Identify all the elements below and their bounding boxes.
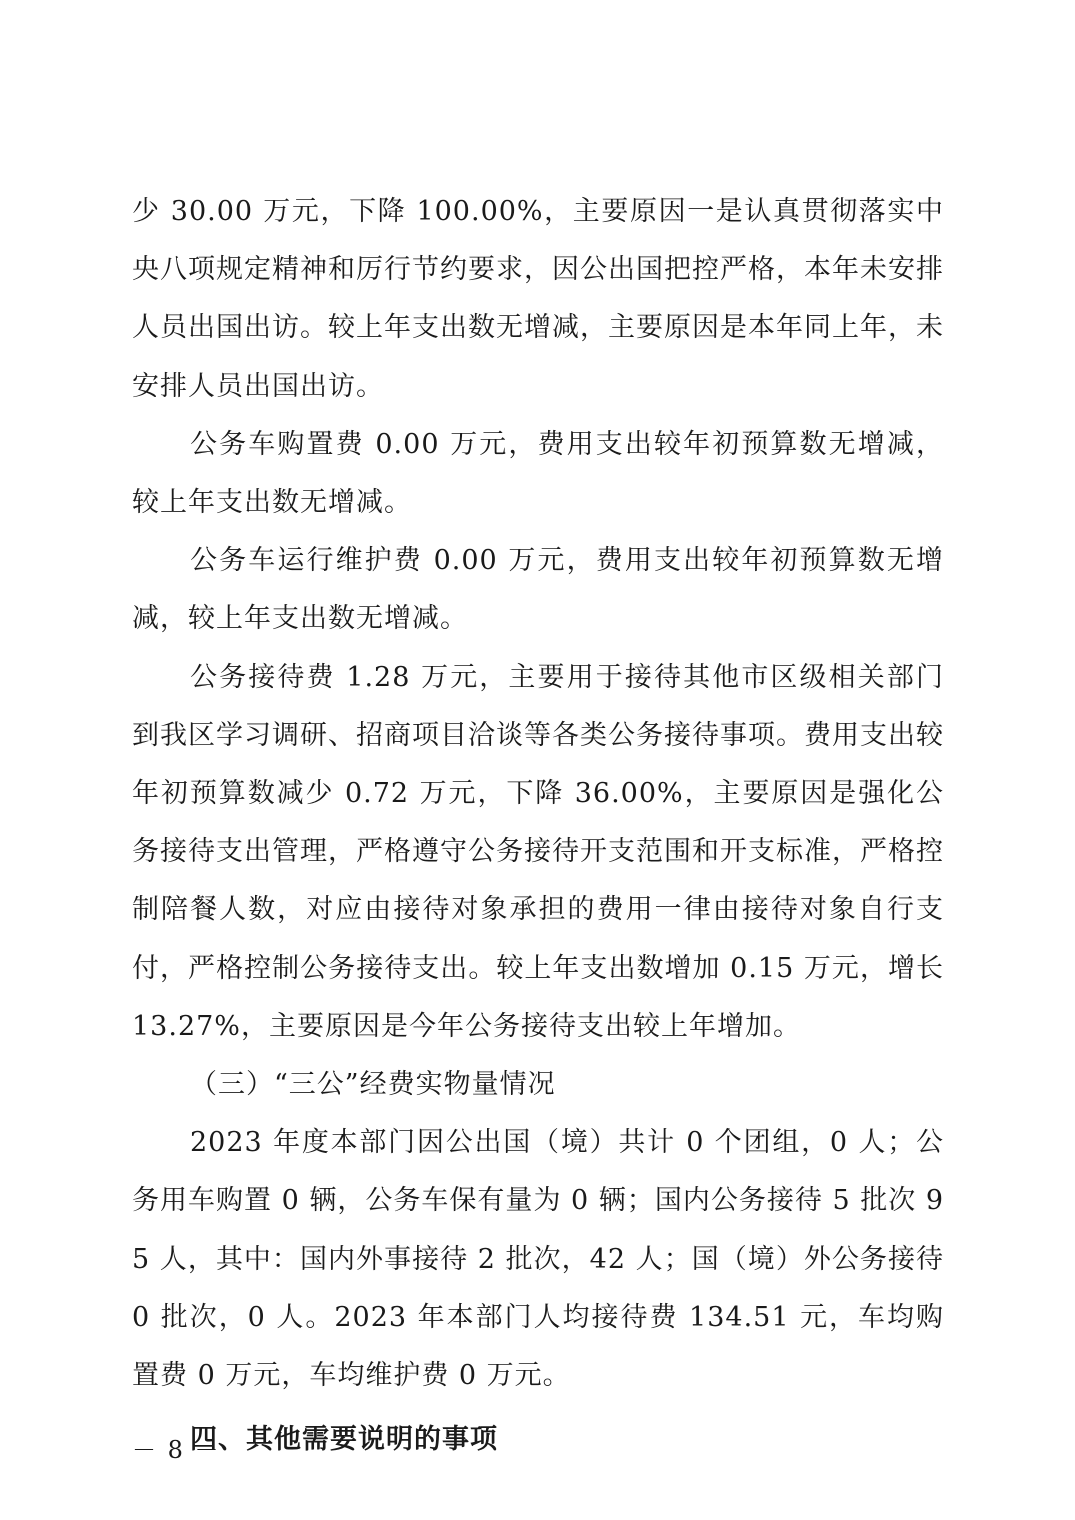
- paragraph-reception: 公务接待费 1.28 万元，主要用于接待其他市区级相关部门到我区学习调研、招商项目洽谈等各类公务接待事项。费用支出较年初预算数减少 0.72 万元，下降 36.00%，主要原因是强化公务接待支出管理，严格遵守公务接待开支范围和开支标准，严格控制陪餐人数，对应由接待对象承担的费用一律由接待对象自行支付，严格控制公务接待支出。较上年支出数增加 0.15 万元，增长 13.27%，主要原因是今年公务接待支出较上年增加。: [132, 661, 944, 1042]
- paragraph-vehicle-maintenance: 公务车运行维护费 0.00 万元，费用支出较年初预算数无增减，较上年支出数无增减。: [132, 545, 944, 635]
- page-number: － 8 －: [132, 1436, 221, 1464]
- document-body: [132, 183, 944, 1469]
- section-subheading: （三）“三公”经费实物量情况: [190, 1069, 556, 1101]
- paragraph-vehicle-purchase: 公务车购置费 0.00 万元，费用支出较年初预算数无增减，较上年支出数无增减。: [132, 428, 944, 519]
- paragraph-physical-quantity: 2023 年度本部门因公出国（境）共计 0 个团组，0 人；公务用车购置 0 辆，公务车保有量为 0 辆；国内公务接待 5 批次 95 人，其中：国内外事接待 2 批次，42 人；国（境）外公务接待 0 批次，0 人。2023 年本部门人均接待费 134.51 元，车均购置费 0 万元，车均维护费 0 万元。: [132, 1127, 944, 1392]
- paragraph-outbound-travel: 少 30.00 万元，下降 100.00%，主要原因一是认真贯彻落实中央八项规定精神和厉行节约要求，因公出国把控严格，本年未安排人员出国出访。较上年支出数无增减，主要原因是本年同上年，未安排人员出国出访。: [132, 196, 944, 402]
- section-heading: 四、其他需要说明的事项: [190, 1424, 498, 1456]
